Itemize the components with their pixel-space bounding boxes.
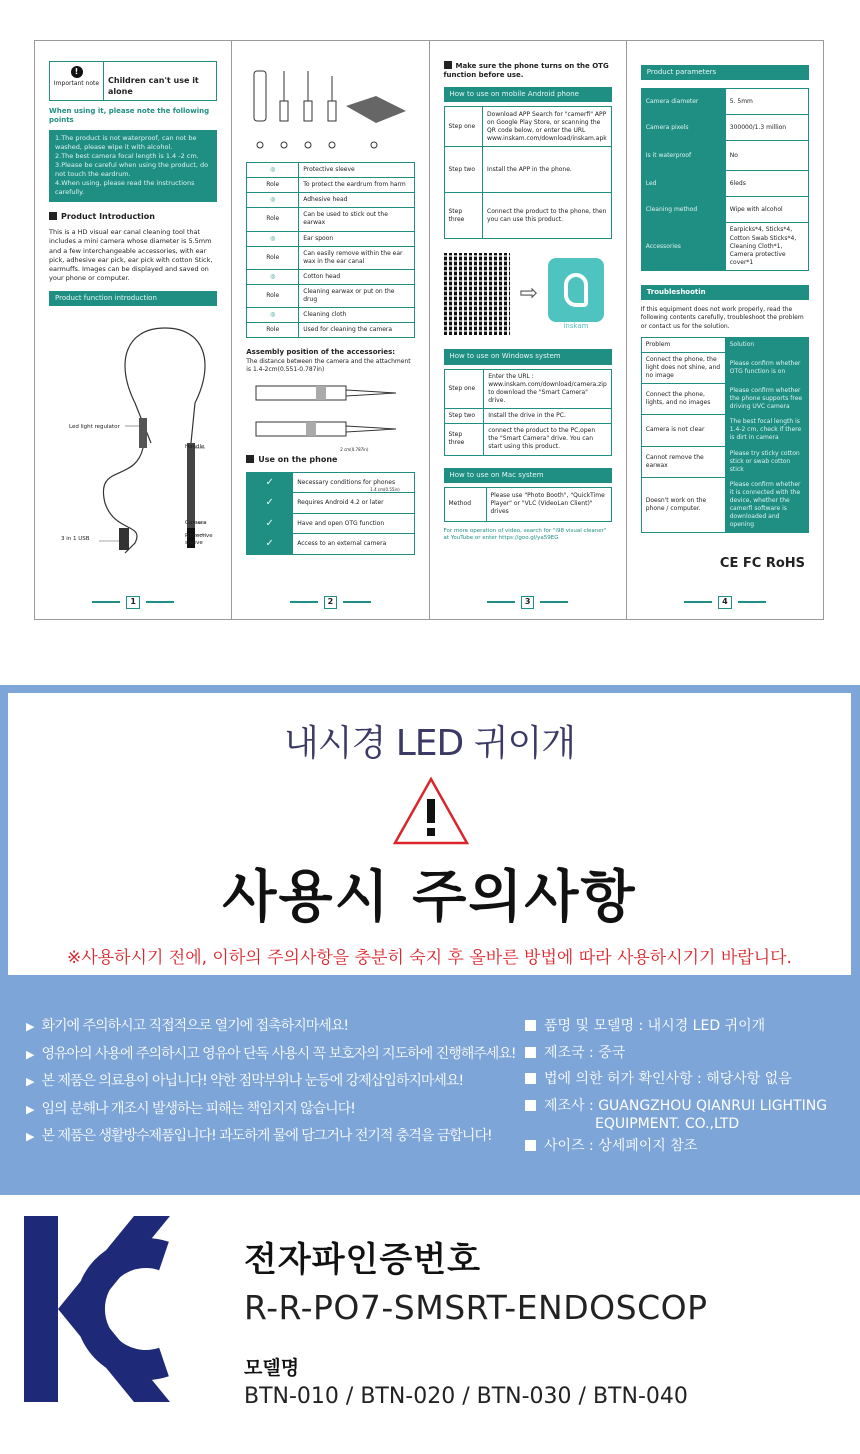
table-row: Connect the phone, lights, and no images Please confirm whether the phone supports free driving UVC camera bbox=[641, 384, 808, 415]
table-row: Step one Enter the URL : www.inskam.com/download/camera.zip to download the "Smart Camera" drive. bbox=[444, 369, 611, 408]
check-icon: ✓ bbox=[247, 493, 293, 514]
model-numbers: BTN-010 / BTN-020 / BTN-030 / BTN-040 bbox=[244, 1384, 688, 1409]
list-item: ▶ 화기에 주의하시고 직접적으로 열기에 접촉하지마세요! bbox=[26, 1013, 526, 1041]
accessory-table bbox=[246, 162, 414, 338]
android-heading: How to use on mobile Android phone bbox=[444, 87, 612, 102]
kc-logo-icon bbox=[24, 1212, 170, 1406]
caution-header bbox=[8, 693, 851, 975]
table-row: ✓ Have and open OTG function bbox=[247, 513, 414, 534]
table-row: Accessories Earpicks*4, Sticks*4, Cotton Swab Sticks*4, Cleaning Cloth*1, Camera protective cover*1 bbox=[641, 223, 808, 270]
table-row: ◎ Cotton head bbox=[247, 269, 414, 284]
camera-label: Camera bbox=[185, 520, 207, 526]
table-row: Role Can be used to stick out the earwax bbox=[247, 208, 414, 231]
list-item: 제조사 : GUANGZHOU QIANRUI LIGHTING bbox=[525, 1093, 845, 1120]
caution-section bbox=[0, 685, 860, 1195]
list-item: ▶ 영유아의 사용에 주의하시고 영유아 단독 사용시 꼭 보호자의 지도하에 진행해주세요! bbox=[26, 1041, 526, 1069]
mac-heading: How to use on Mac system bbox=[444, 468, 612, 483]
table-row: Cannot remove the earwax Please try sticky cotton stick or swab cotton stick bbox=[641, 446, 808, 477]
assembly-heading: Assembly position of the accessories: bbox=[246, 348, 396, 357]
trouble-table bbox=[641, 337, 809, 534]
table-row: Step two Install the APP in the phone. bbox=[444, 147, 611, 193]
page-number: 1 bbox=[35, 596, 231, 609]
windows-heading: How to use on Windows system bbox=[444, 349, 612, 364]
function-heading: Product function introduction bbox=[49, 291, 217, 306]
more-info-text: For more operation of video, search for "i98 visual cleaner" at YouTube or enter https://goo.gl/ya59EG bbox=[443, 527, 607, 542]
check-icon: ✓ bbox=[247, 513, 293, 534]
usb-label: 3 in 1 USB bbox=[61, 536, 90, 542]
table-row: ✓ Access to an external camera bbox=[247, 534, 414, 555]
number-icon: ◎ bbox=[247, 269, 299, 284]
table-row: Step one Download APP Search for "camerfi" APP on Google Play Store, or scanning the QR code below, or enter the URL www.inskam.com/download/inskam.apk bbox=[444, 107, 611, 147]
product-intro-text: This is a HD visual ear canal cleaning tool that includes a mini camera whose diameter is 5.5mm and a few interchangeable accessories, with ear pick, adhesive ear pick, ear pick with cotton Stick, earmuffs. Images can be displayed and saved on your phone or computer. bbox=[49, 228, 213, 282]
brochure-page-2 bbox=[232, 41, 429, 619]
handle-label: Handle bbox=[185, 444, 205, 450]
dimension-label: 2 cm(0.787in) bbox=[340, 447, 369, 452]
instruction-brochure bbox=[34, 40, 824, 620]
caution-title: 사용시 주의사항 bbox=[222, 865, 637, 930]
warning-item: 1.The product is not waterproof, can not be washed, please wipe it with alcohol. bbox=[55, 133, 197, 151]
sleeve-label: Protective sleeve bbox=[185, 533, 213, 547]
table-row: Step two Install the drive in the PC. bbox=[444, 409, 611, 424]
table-row: ◎ Protective sleeve bbox=[247, 163, 414, 178]
warning-item: 3.Please be careful when using the product, do not touch the eardrum. bbox=[55, 161, 209, 179]
when-using-heading: When using it, please note the following points bbox=[49, 107, 210, 125]
table-row: ◎ Adhesive head bbox=[247, 193, 414, 208]
ear-app-icon bbox=[548, 258, 604, 322]
qr-code-icon bbox=[444, 253, 510, 335]
table-row: Led 6leds bbox=[641, 171, 808, 197]
table-row: Cleaning method Wipe with alcohol bbox=[641, 197, 808, 223]
table-row: Problem Solution bbox=[641, 337, 808, 352]
windows-steps-table bbox=[444, 369, 612, 456]
page-number: 3 bbox=[430, 596, 626, 609]
list-item: 사이즈 : 상세페이지 참조 bbox=[525, 1133, 845, 1160]
list-item: 품명 및 모델명 : 내시경 LED 귀이개 bbox=[525, 1013, 845, 1040]
brochure-page-1 bbox=[35, 41, 232, 619]
warning-item: 4.When using, please read the instructions carefully. bbox=[55, 179, 195, 197]
manufacturer-continuation: EQUIPMENT. CO.,LTD bbox=[595, 1116, 740, 1132]
list-item: 제조국 : 중국 bbox=[525, 1040, 845, 1067]
table-row: Method Please use "Photo Booth", "QuickTime Player" or "VLC (VideoLan Client)" drives bbox=[444, 487, 611, 521]
table-row: Camera is not clear The best focal length is 1.4-2 cm, check if there is dirt in camera bbox=[641, 415, 808, 446]
table-row: ◎ Ear spoon bbox=[247, 231, 414, 246]
list-item: ▶ 임의 분해나 개조시 발생하는 피해는 책임지지 않습니다! bbox=[26, 1096, 526, 1124]
android-steps-table bbox=[444, 106, 612, 239]
table-row: Camera diameter 5. 5mm bbox=[641, 89, 808, 115]
important-note-box bbox=[49, 61, 217, 101]
caution-subtitle: ※사용하시기 전에, 이하의 주의사항을 충분히 숙지 후 올바른 방법에 따라 사용하시기기 바랍니다. bbox=[67, 948, 792, 968]
number-icon: ◎ bbox=[247, 308, 299, 323]
table-row: Role Can easily remove within the ear wax in the ear canal bbox=[247, 246, 414, 269]
led-regulator-label: Led light regulator bbox=[69, 424, 120, 430]
phone-requirements-table bbox=[246, 472, 414, 555]
table-row: ◎ Cleaning cloth bbox=[247, 308, 414, 323]
trouble-text: If this equipment does not work properly, read the following contents carefully, troubleshoot the problem or contact us for the solution. bbox=[640, 306, 804, 330]
arrow-right-icon: ⇨ bbox=[519, 281, 538, 307]
table-row: Step three Connect the product to the phone, then you can use this product. bbox=[444, 193, 611, 239]
warning-item: 2.The best camera focal length is 1.4 -2 cm. bbox=[55, 152, 199, 161]
table-row: Camera pixels 300000/1.3 million bbox=[641, 115, 808, 141]
table-row: Role Used for cleaning the camera bbox=[247, 323, 414, 338]
accessories-illustration bbox=[246, 61, 414, 153]
brochure-page-3 bbox=[430, 41, 627, 619]
list-item: ▶ 본 제품은 생활방수제품입니다! 과도하게 물에 담그거나 전기적 충격을 금합니다! bbox=[26, 1123, 526, 1151]
page-number: 4 bbox=[627, 596, 823, 609]
table-row: Role Cleaning earwax or put on the drug bbox=[247, 284, 414, 307]
params-table bbox=[641, 88, 809, 270]
warning-list bbox=[49, 130, 217, 202]
cert-number: R-R-PO7-SMSRT-ENDOSCOP bbox=[244, 1288, 708, 1327]
caution-list bbox=[26, 1013, 526, 1151]
product-intro-heading: Product Introduction bbox=[49, 212, 217, 223]
table-row: ✓ Necessary conditions for phones bbox=[247, 472, 414, 493]
params-heading: Product parameters bbox=[641, 65, 809, 80]
trouble-heading: Troubleshootin bbox=[641, 285, 809, 300]
qr-section bbox=[444, 253, 612, 335]
table-row: Connect the phone, the light does not shine, and no image Please confirm whether OTG function is on bbox=[641, 352, 808, 383]
table-row: Step three connect the product to the PC,open the "Smart Camera" drive. You can start using this product. bbox=[444, 424, 611, 455]
check-icon: ✓ bbox=[247, 472, 293, 493]
exclamation-icon: ! bbox=[71, 66, 83, 78]
model-title: 모델명 bbox=[244, 1357, 300, 1379]
cert-title: 전자파인증번호 bbox=[244, 1240, 481, 1280]
product-info-list bbox=[525, 1013, 845, 1160]
app-name: inskam bbox=[563, 321, 589, 330]
table-row: Doesn't work on the phone / computer. Please confirm whether it is connected with the device, whether the camerfi software is downloaded and opening bbox=[641, 477, 808, 533]
list-item: 법에 의한 허가 확인사항 : 해당사항 없음 bbox=[525, 1066, 845, 1093]
number-icon: ◎ bbox=[247, 193, 299, 208]
table-row: ✓ Requires Android 4.2 or later bbox=[247, 493, 414, 514]
otg-heading: Make sure the phone turns on the OTG function before use. bbox=[443, 62, 609, 80]
product-title: 내시경 LED 귀이개 bbox=[283, 723, 576, 764]
page-number: 2 bbox=[232, 596, 428, 609]
important-note-label: Important note bbox=[53, 80, 100, 87]
dimension-label: 1.4 cm(0.55in) bbox=[370, 487, 400, 492]
table-row: Role To protect the eardrum from harm bbox=[247, 178, 414, 193]
number-icon: ◎ bbox=[247, 163, 299, 178]
table-row: Is it waterproof No bbox=[641, 141, 808, 171]
warning-triangle-icon bbox=[391, 775, 471, 847]
list-item: ▶ 본 제품은 의료용이 아닙니다! 약한 점막부위나 눈등에 강제삽입하지마세요! bbox=[26, 1068, 526, 1096]
number-icon: ◎ bbox=[247, 231, 299, 246]
certification-marks: CE FC RoHS bbox=[719, 556, 805, 572]
children-warning: Children can't use it alone bbox=[108, 76, 199, 96]
assembly-text: The distance between the camera and the attachment is 1.4-2cm(0.551-0.787in) bbox=[246, 357, 411, 373]
use-on-phone-heading: Use on the phone bbox=[246, 455, 414, 466]
mac-table bbox=[444, 487, 612, 522]
brochure-page-4 bbox=[627, 41, 823, 619]
check-icon: ✓ bbox=[247, 534, 293, 555]
assembly-diagram bbox=[246, 378, 414, 448]
